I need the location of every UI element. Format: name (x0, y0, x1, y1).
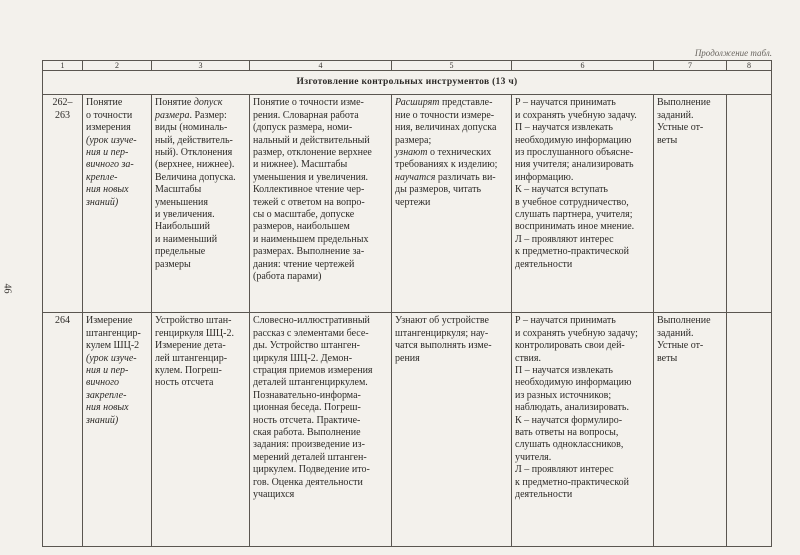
subject-verb: научатся (395, 171, 436, 183)
lesson-plan-table (42, 60, 772, 547)
topic-title: Измерение штангенцир- кулем ШЦ-2 (86, 315, 141, 352)
subject-verb: узнают (395, 147, 428, 159)
lesson-number: 264 (43, 313, 83, 547)
section-header-row (43, 71, 772, 95)
key-terms (152, 95, 250, 313)
column-number: 2 (83, 61, 152, 71)
subject-text: представле- ние о точности измере- ния, величинах допуска размера; (395, 97, 497, 146)
column-number: 1 (43, 61, 83, 71)
lesson-topic (83, 95, 152, 313)
lesson-number: 262– 263 (43, 95, 83, 313)
control-form: Выполнение заданий. Устные от- веты (654, 95, 727, 313)
lesson-topic (83, 313, 152, 547)
column-number: 7 (654, 61, 727, 71)
student-activity: Понятие о точности изме- рения. Словарная работа (допуск размера, номи- нальный и действительный размер, отклонение верхнее и нижнее). Масштабы уменьшения и увеличения. Коллективное чтение чер- тежей с ответом на вопро- сы о масштабе, допуске размеров, наибольшем и наименьшем предельных размерах. Выполнение за- дания: чтение чертежей (работа парами) (250, 95, 392, 313)
subject-verb: Расширят (395, 97, 440, 109)
column-number: 3 (152, 61, 250, 71)
topic-title: Понятие о точности измерения (86, 97, 133, 134)
note-cell (727, 95, 772, 313)
key-terms: Устройство штан- генциркуля ШЦ-2. Измерение дета- лей штангенцир- кулем. Погреш- ность отсчета (152, 313, 250, 547)
subject-results: Узнают об устройстве штангенциркуля; нау- чатся выполнять изме- рения (392, 313, 512, 547)
continuation-label: Продолжение табл. (694, 48, 772, 58)
column-number: 5 (392, 61, 512, 71)
page-number: 46 (1, 283, 13, 294)
terms-text: . Размер: виды (номиналь- ный, действитель- ный). Отклонения (верхнее, нижнее). Величина допуска. Масштабы уменьшения и увеличения. Наибольший и наименьший предельные размеры (155, 109, 236, 270)
student-activity: Словесно-иллюстративный рассказ с элементами бесе- ды. Устройство штанген- циркуля ШЦ-2. Демон- страция приемов измерения деталей штангенциркулем. Познавательно-информа- ционная беседа. Погреш- ность отсчета. Практиче- ская работа. Выполнение задания: произведение из- мерений деталей штанген- циркулем. Подведение ито- гов. Оценка деятельности учащихся (250, 313, 392, 547)
column-number: 8 (727, 61, 772, 71)
uud-results: Р – научатся принимать и сохранять учебную задачу; контролировать свои дей- ствия. П – научатся извлекать необходимую информацию из разных источников; наблюдать, анализировать. К – научатся формулиро- вать ответы на вопросы, слушать одноклассников, учителя. Л – проявляют интерес к предметно-практической деятельности (512, 313, 654, 547)
note-cell (727, 313, 772, 547)
uud-results: Р – научатся принимать и сохранять учебную задачу. П – научатся извлекать необходимую информацию из прослушанного объясне- ния учителя; анализировать информацию. К – научатся вступать в учебное сотрудничество, слушать партнера, учителя; воспринимать иное мнение. Л – проявляют интерес к предметно-практической деятельности (512, 95, 654, 313)
table-row (43, 313, 772, 547)
lesson-type: (урок изуче- ния и пер- вичного за- крепле- ния новых знаний) (86, 134, 137, 208)
terms-text: Понятие (155, 97, 194, 109)
subject-text: различать ви- ды размеров, читать чертежи (395, 171, 496, 208)
column-number: 4 (250, 61, 392, 71)
subject-text: о технических требованиях к изделию; (395, 147, 498, 171)
section-title: Изготовление контрольных инструментов (13 ч) (43, 71, 772, 95)
column-number: 6 (512, 61, 654, 71)
table-row (43, 95, 772, 313)
lesson-type: (урок изуче- ния и пер- вичного закрепле- ния новых знаний) (86, 352, 137, 426)
control-form: Выполнение заданий. Устные от- веты (654, 313, 727, 547)
column-number-row (43, 61, 772, 71)
subject-results (392, 95, 512, 313)
terms-italic: допуск размера (155, 97, 223, 121)
